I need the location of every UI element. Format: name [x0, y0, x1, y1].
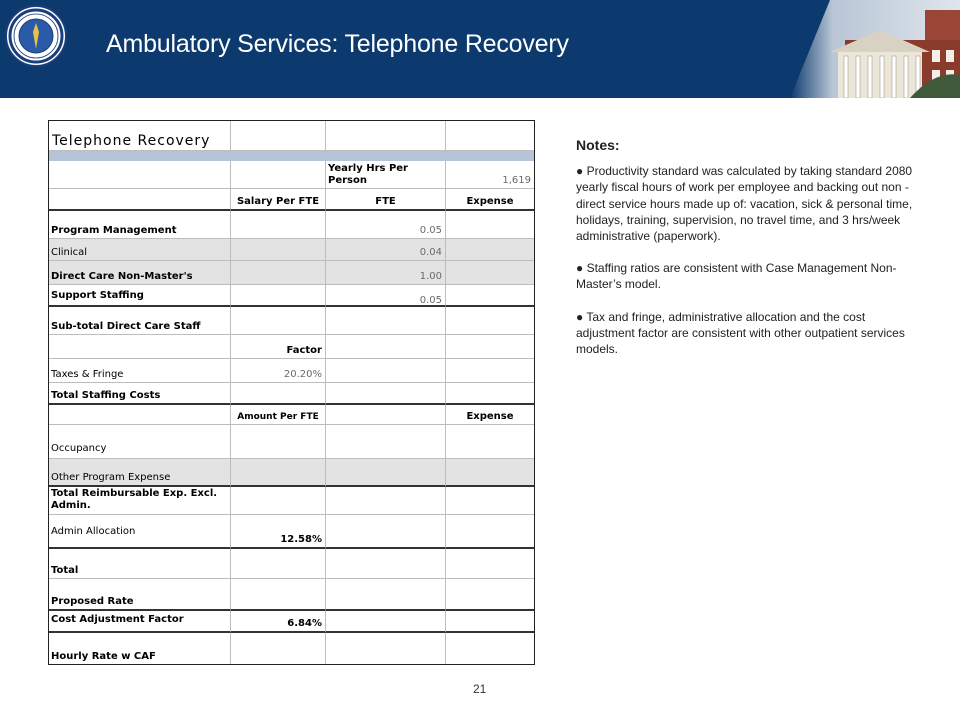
other-expense-row: Other Program Expense — [49, 459, 534, 487]
sheet-title-row — [49, 121, 534, 151]
header-banner — [0, 0, 960, 98]
taxes-row: Taxes & Fringe 20.20% — [49, 359, 534, 383]
total-reimbursable-row: Total Reimbursable Exp. Excl. Admin. — [49, 487, 534, 515]
salary-per-fte-header: Salary Per FTE — [236, 196, 320, 207]
note-item: ● Staffing ratios are consistent with Case Management Non-Master’s model. — [576, 261, 897, 292]
yearly-hours-value: 1,619 — [502, 175, 531, 186]
yearly-hours-header: Yearly Hrs Per Person — [328, 163, 408, 186]
cost-adjustment-row: Cost Adjustment Factor 6.84% — [49, 611, 534, 633]
sheet-title-cell — [49, 121, 231, 151]
admin-allocation-row: Admin Allocation 12.58% — [49, 515, 534, 549]
subtotal-row: Sub-total Direct Care Staff — [49, 307, 534, 335]
amount-per-fte-header: Amount Per FTE — [237, 412, 319, 422]
total-row: Total — [49, 549, 534, 579]
header-row-hours — [49, 161, 534, 189]
table-row: Support Staffing 0.05 — [49, 285, 534, 307]
state-seal-logo — [5, 5, 67, 67]
proposed-rate-row: Proposed Rate — [49, 579, 534, 611]
notes-panel — [576, 137, 926, 373]
page-number: 21 — [473, 682, 487, 696]
header-row-fte — [49, 189, 534, 211]
note-item: ● Tax and fringe, administrative allocation and the cost adjustment factor are consistent with other outpatient services models. — [576, 309, 905, 357]
state-house-image — [760, 0, 960, 98]
fte-header: FTE — [375, 196, 396, 207]
occupancy-row: Occupancy — [49, 425, 534, 459]
rate-worksheet — [48, 120, 535, 665]
factor-header-row — [49, 335, 534, 359]
sheet-title: Telephone Recovery — [52, 133, 211, 149]
total-staffing-row: Total Staffing Costs — [49, 383, 534, 405]
table-row: Clinical 0.04 — [49, 239, 534, 261]
section-band — [49, 151, 534, 161]
expense-header-2: Expense — [466, 411, 514, 422]
page-title: Ambulatory Services: Telephone Recovery — [106, 30, 569, 58]
expense-header: Expense — [466, 196, 514, 207]
note-item: ● Productivity standard was calculated by taking standard 2080 yearly fiscal hours of work per employee and backing out non -direct service hours made up of: vacation, sick & personal time, holidays, training, supervision, no travel time, and 3 hrs/week administrative (paperwork). — [576, 164, 913, 244]
table-row: Program Management 0.05 — [49, 211, 534, 239]
factor-header: Factor — [286, 345, 322, 356]
notes-heading: Notes: — [576, 137, 620, 153]
table-row: Direct Care Non-Master's 1.00 — [49, 261, 534, 285]
header-row-amount — [49, 405, 534, 425]
hourly-rate-row: Hourly Rate w CAF — [49, 633, 534, 664]
